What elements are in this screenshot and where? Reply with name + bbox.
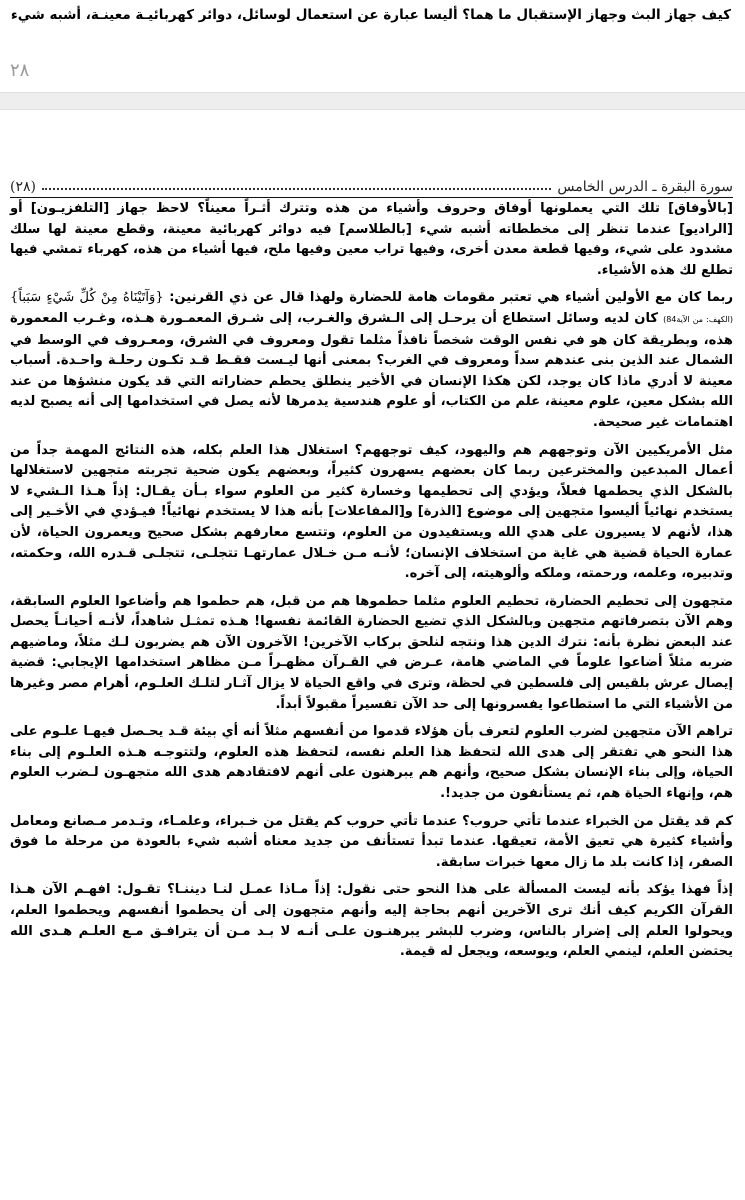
header-page-number: (٢٨) [10,179,36,195]
previous-page-last-line: كيف جهاز البث وجهاز الإستقبال ما هما؟ أليسا عبارة عن استعمال لوسائل، دوائر كهربائيـة معينـة، أشبه شيء [10,7,731,23]
page-body [10,199,733,970]
paragraph: مثل الأمريكيين الآن وتوجههم هم واليهود، كيف توجههم؟ استغلال هذا العلم بكله، هذه النتائج المهمة جداً من أعمال المبدعين والمخترعين ربما كان بعضهم يسهرون كثيراً، وبعضهم يكون ضحية تجربته متجهين لاستغلالها بالشكل الذي يحطمها فعلاً، ويؤدي إلى تحطيمها وخسارة كثير من العلوم سواء بـأن يقـال: إذاً هـذا الـشيء لا يستخدم نهائياً أليسوا متجهين إلى موضوع [الذرة] و[المفاعلات] بأنه هذا لا يستخدم نهائياً! فيـؤدي في الأخـير إلى هذا، لأنهم لا يسيرون على هدي الله ويستفيدون من العلوم، وتتسع معارفهم بشكل صحيح ويعمرون الحياة، لأن عمارة الحياة قضية هي غاية من استخلاف الإنسان؛ لأنـه مـن خـلال عمارتهـا تتجلـى، تتجلـى قـدره الله، وحكمته، وتدبيره، وعلمه، ورحمته، وملكه وألوهيته، إلى آخره. [10,442,733,582]
quran-verse: {وَآتَيْنَاهُ مِنْ كُلِّ شَيْءٍ سَبَباً} [10,290,164,306]
paragraph: تراهم الآن متجهين لضرب العلوم لتعرف بأن هؤلاء قدموا من أنفسهم مثلاً أنه أي بيئة قـد يحـصل فيهـا علـوم على هذا النحو هي تفتقر إلى هدى الله لتحفظ هذا العلم نفسه، لتحفظ هذه العلوم، ولتتوجـه هـذه العلـوم إلى بناء الحياة، وإلى بناء الإنسان بشكل صحيح، وأنهم هم يبرهنون على أنهم لافتقادهم هدى الله متجهـون لـضرب العلوم هم، وإنهاء الحياة هم، ثم يستأنفون من جديد!. [10,724,733,802]
page-separator [0,92,745,110]
header-dot-leader [42,188,551,190]
document-page[interactable] [0,111,745,1200]
paragraph: متجهون إلى تحطيم الحضارة، تحطيم العلوم مثلما حطموها هم من قبل، هم حطموا هم وأضاعوا العلوم السابقة، وهم الآن بتصرفاتهم متجهين وبالشكل الذي تضيع الحضارة القائمة نفسها! هـذه تمثـل شاهداً، لأنـه أحيانـاً يحصل عند البعض نظرة بأنه: نترك الدين هذا ونتجه لنلحق بركاب الآخرين! الآخرون الآن هم يضربون لـك مثلاً، وماضيهم ضربه مثلاً أضاعوا علوماً في الماضي هامة، عـرض في القـرآن مظهـراً مـن مظاهر استخدامها الإيجابي: قضية إيصال عرش بلقيس إلى فلسطين في لحظة، وترى في واقع الحياة لا يزال آثـار لتلـك العلـوم، أهرام مصر وغيرها من الأشياء التي ما استطاعوا يفسرونها إلى حد الآن تفسيراً مقبولاً أبداً. [10,593,733,712]
running-header [10,171,733,195]
header-title: سورة البقرة ـ الدرس الخامس [557,179,733,195]
previous-page-number: ٢٨ [10,60,30,81]
paragraph: كم قد يقتل من الخبراء عندما تأتي حروب؟ عندما تأتي حروب كم يقتل من خـبراء، وعلمـاء، وتـدمر مـصانع ومعامل وأشياء كثيرة هي تعيق الأمة، تعيقها. عندما تبدأ تستأنف من جديد معناه أشبه شيء بالعودة من مرحلة ما فوق الصفر، إذا كانت بلد ما زال معها خبرات سابقة. [10,813,733,870]
paragraph: إذاً فهذا يؤكد بأنه ليست المسألة على هذا النحو حتى نقول: إذاً مـاذا عمـل لنـا ديننـا؟ تقـول: افهـم الآن هـذا القرآن الكريم كيف أنك ترى الآخرين أنهم بحاجة إليه وأنهم متجهون إلى أن يحطموا أنفسهم ويحطموا العلم، ويحولوا العلم إلى إضرار بالناس، وضرب للبشر يبرهنـون علـى أنـه لا بـد مـن أن يترافـق مـع العلـم هـدى الله يحتضن العلم، لينمي العلم، ويوسعه، ويجعل له قيمة. [10,882,733,960]
quran-reference: (الكهف: من الآية84) [663,314,733,324]
previous-page-strip [0,0,745,96]
paragraph: ربما كان مع الأولين أشياء هي تعتبر مقومات هامة للحضارة ولهذا قال عن ذي القرنين: {وَآتَيْنَاهُ مِنْ كُلِّ شَيْءٍ سَبَباً} (الكهف: من الآية84) كان لديه وسائل استطاع أن يرحـل إلى الـشرق والغـرب، إلى شـرق المعمـورة هـذه، وغـرب المعمورة هذه، وبطريقة كان هو في نفس الوقت شخصاً نافذاً مثلما تقول ومعروف في الشرق، ومعـروف في الوسط في الشمال عند الذين بنى عندهم سداً ومعروف في الغرب؟ بمعنى أنها ليـست فقـط قـد تكـون رحلـة واحـدة. أسباب معينة لا أدري ماذا كان يوجد، لكن هكذا الإنسان في الأخير ينطلق يحطم حضاراته التي قد يكون منشؤها من عند الله بشكل معين، علوم معينة، علم من الكتاب، أو علوم هندسية يدمرها لأنه يصل في استخدامها إلى أنه يصبح لديه اهتمامات غير صحيحة. [10,290,733,430]
header-rule [10,197,733,198]
paragraph: [بالأوفاق] تلك التي يعملونها أوفاق وحروف وأشياء من هذه وتترك أثـراً معيناً؟ لاحظ جهاز [التلفزيـون] أو [الراديو] عندما تنظر إلى مخططاته أشبه شيء [بالطلاسم] فيه دوائر كهربائية معينة، وقطع معينة لها سلك مشدود على شيء، وفيها قطعة معدن أخرى، وفيها تراب معين وفيها ملح، فيها أشياء من هذه، كهرباء تمشي فيها تطلع لك هذه الأشياء. [10,201,733,278]
